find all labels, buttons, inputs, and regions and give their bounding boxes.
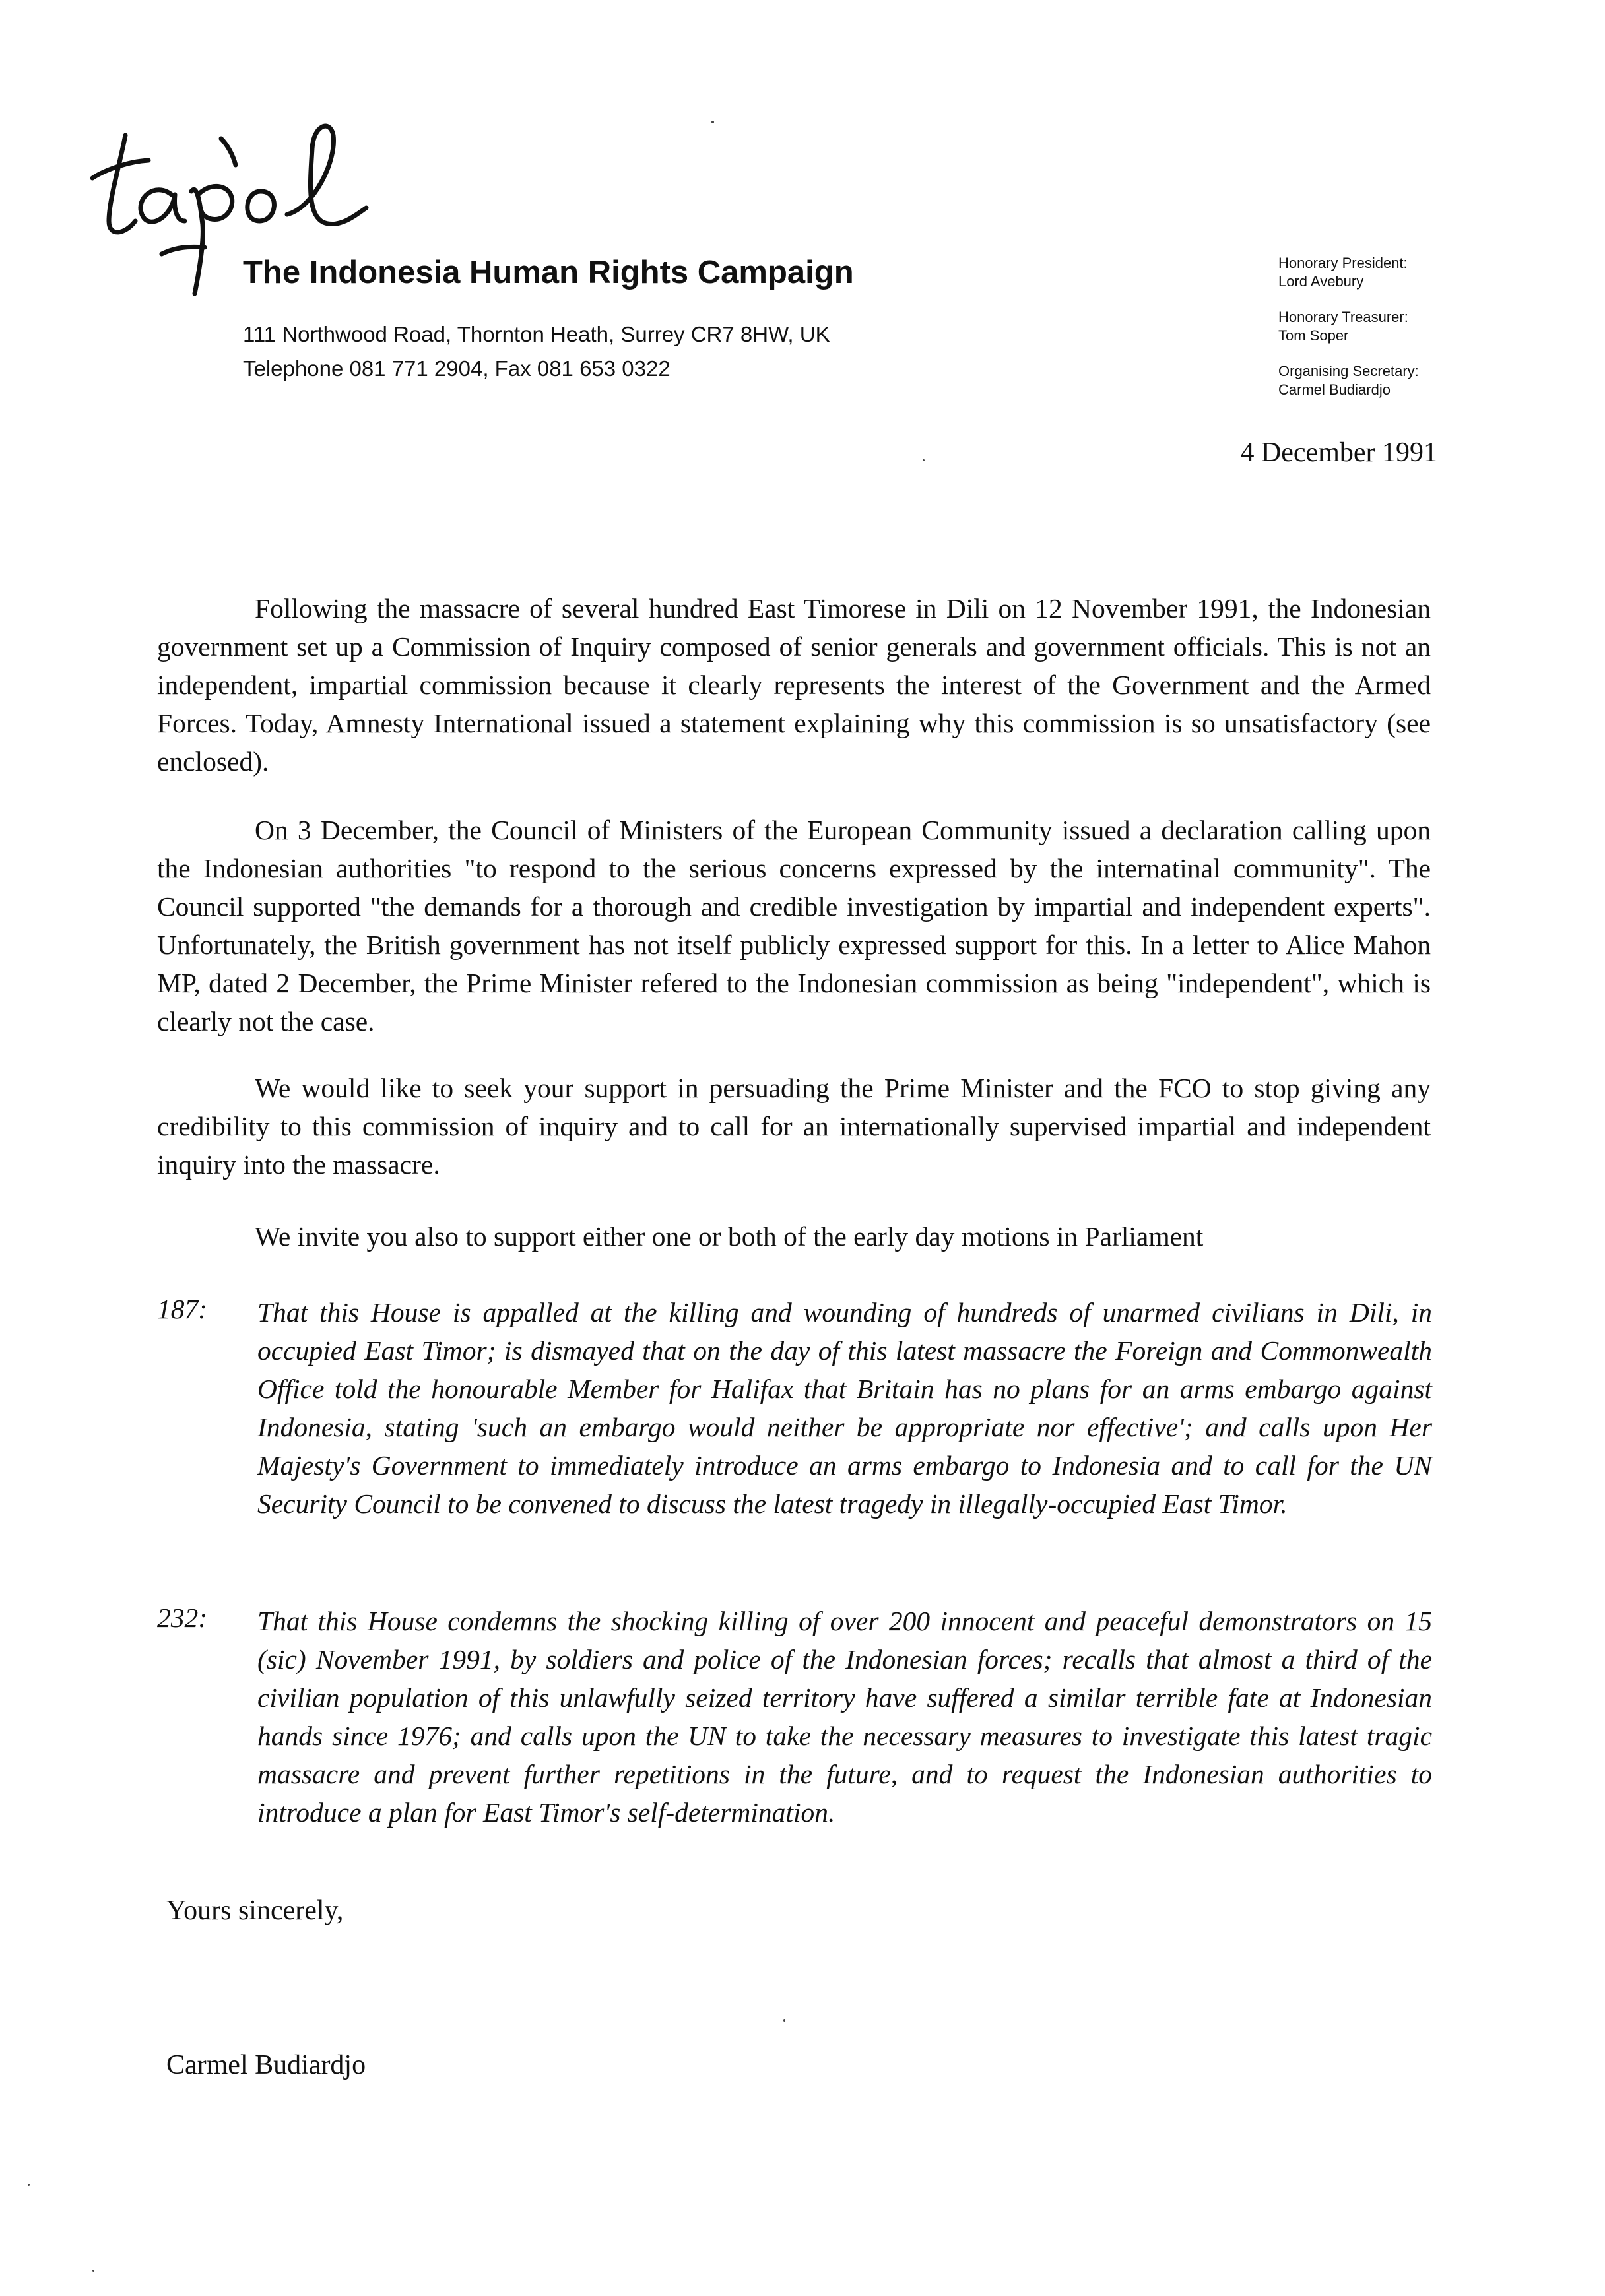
- scan-speck: [923, 459, 925, 461]
- org-name: The Indonesia Human Rights Campaign: [243, 255, 854, 290]
- scan-speck: [92, 2270, 94, 2272]
- officer-name: Carmel Budiardjo: [1278, 381, 1391, 398]
- officer-name: Lord Avebury: [1278, 273, 1364, 290]
- letter-date: 4 December 1991: [1240, 437, 1437, 468]
- closing: Yours sincerely,: [166, 1896, 344, 1926]
- motion-text: That this House condemns the shocking killing of over 200 innocent and peaceful demonstrators on 15 (sic) November 1991, by soldiers and police of the Indonesian forces; recalls that almost a third of the civilian population of this unlawfully seized territory have suffered a similar terrible fate at Indonesian hands since 1976; and calls upon the UN to take the necessary measures to investigate this latest tragic massacre and prevent further repetitions in the future, and to request the Indonesian authorities to introduce a plan for East Timor's self-determination.: [257, 1606, 1432, 1828]
- officer-role: Honorary Treasurer:: [1278, 309, 1408, 325]
- motion-number: 232:: [157, 1603, 208, 1633]
- body-paragraph: On 3 December, the Council of Ministers of the European Community issued a declaration calling upon the Indonesian authorities "to respond to the serious concerns expressed by the internatinal community". The Council supported "the demands for a thorough and credible investigation by impartial and independent experts". Unfortunately, the British government has not itself publicly expressed support for this. In a letter to Alice Mahon MP, dated 2 December, the Prime Minister refered to the Indonesian commission as being "independent", which is clearly not the case.: [157, 815, 1431, 1036]
- scan-speck: [28, 2184, 30, 2186]
- officer-role: Honorary President:: [1278, 255, 1408, 271]
- org-phone: Telephone 081 771 2904, Fax 081 653 0322: [243, 356, 671, 381]
- body-paragraph: We would like to seek your support in persuading the Prime Minister and the FCO to stop giving any credibility to this commission of inquiry and to call for an internationally supervised impartial and independent inquiry into the massacre.: [157, 1073, 1431, 1180]
- scan-speck: [711, 121, 714, 123]
- body-paragraph: Following the massacre of several hundred East Timorese in Dili on 12 November 1991, the Indonesian government set up a Commission of Inquiry composed of senior generals and government officials. This is not an independent, impartial commission because it clearly represents the interest of the Government and the Armed Forces. Today, Amnesty International issued a statement explaining why this commission is so unsatisfactory (see enclosed).: [157, 593, 1431, 777]
- officer-name: Tom Soper: [1278, 327, 1349, 344]
- officer-role: Organising Secretary:: [1278, 363, 1419, 379]
- motion-number: 187:: [157, 1294, 208, 1324]
- body-paragraph: We invite you also to support either one or both of the early day motions in Parliament: [255, 1221, 1204, 1252]
- signatory-name: Carmel Budiardjo: [166, 2050, 366, 2080]
- motion-text: That this House is appalled at the killing and wounding of hundreds of unarmed civilians in Dili, in occupied East Timor; is dismayed that on the day of this latest massacre the Foreign and Commonwealth Office told the honourable Member for Halifax that Britain has no plans for an arms embargo against Indonesia, stating 'such an embargo would neither be appropriate nor effective'; and calls upon Her Majesty's Government to immediately introduce an arms embargo to Indonesia and to call for the UN Security Council to be convened to discuss the latest tragedy in illegally-occupied East Timor.: [257, 1297, 1432, 1519]
- scan-speck: [783, 2019, 785, 2022]
- org-address: 111 Northwood Road, Thornton Heath, Surrey CR7 8HW, UK: [243, 322, 830, 346]
